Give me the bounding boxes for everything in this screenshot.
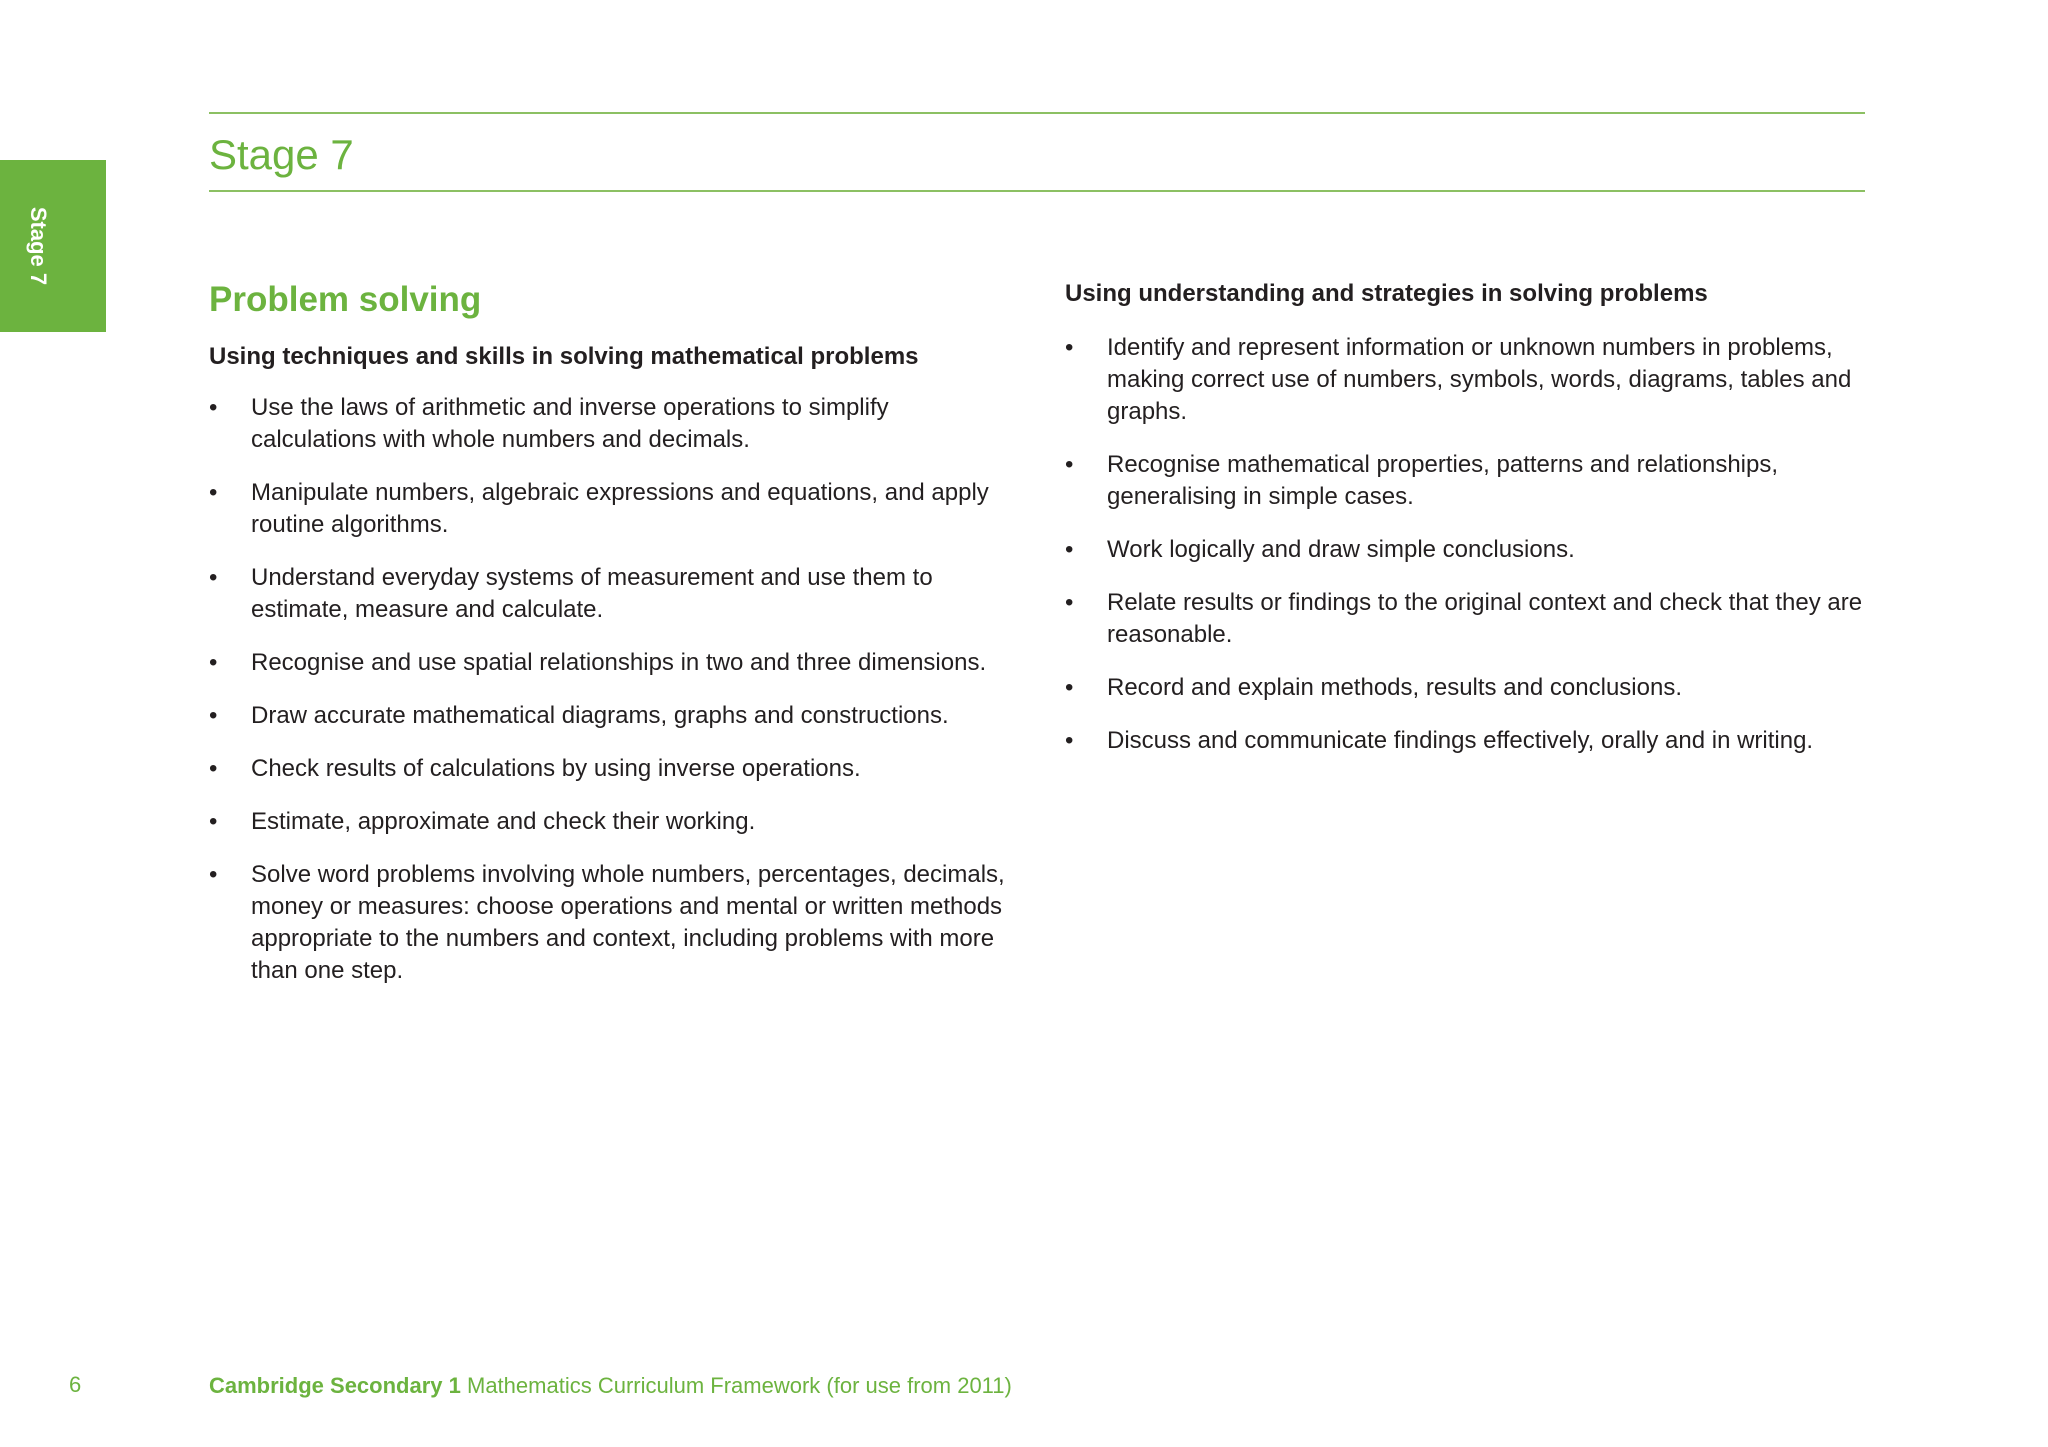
bullet-icon: • bbox=[1065, 451, 1074, 478]
footer-text: Mathematics Curriculum Framework (for use from 2011) bbox=[467, 1373, 1012, 1398]
list-item: • Understand everyday systems of measurement and use them to estimate, measure and calculate. bbox=[209, 564, 933, 623]
bullet-icon: • bbox=[1065, 674, 1074, 701]
bullet-icon: • bbox=[209, 702, 218, 729]
right-bullet-list bbox=[1065, 332, 1865, 778]
section-title: Problem solving bbox=[209, 280, 482, 319]
list-item: • Recognise and use spatial relationships in two and three dimensions. bbox=[209, 647, 1009, 679]
list-item: • Solve word problems involving whole numbers, percentages, decimals, money or measures: choose operations and mental or written methods appropriate to the numbers and context, including problems with more than one step. bbox=[209, 861, 1005, 984]
bullet-icon: • bbox=[1065, 334, 1074, 361]
list-item: • Record and explain methods, results and conclusions. bbox=[1065, 672, 1865, 704]
list-item: • Relate results or findings to the original context and check that they are reasonable. bbox=[1065, 589, 1863, 648]
bullet-icon: • bbox=[209, 564, 218, 591]
bullet-icon: • bbox=[209, 479, 218, 506]
header-top-rule bbox=[209, 112, 1865, 114]
bullet-icon: • bbox=[209, 861, 218, 888]
list-item: • Use the laws of arithmetic and inverse operations to simplify calculations with whole numbers and decimals. bbox=[209, 394, 889, 453]
page-title: Stage 7 bbox=[209, 131, 354, 178]
bullet-icon: • bbox=[209, 755, 218, 782]
bullet-icon: • bbox=[209, 649, 218, 676]
list-item: • Recognise mathematical properties, patterns and relationships, generalising in simple cases. bbox=[1065, 451, 1779, 510]
page-number: 6 bbox=[69, 1372, 82, 1397]
list-item: • Manipulate numbers, algebraic expressions and equations, and apply routine algorithms. bbox=[209, 479, 989, 538]
list-item: • Estimate, approximate and check their working. bbox=[209, 806, 1009, 838]
footer-brand: Cambridge Secondary 1 bbox=[209, 1373, 461, 1398]
list-item: • Check results of calculations by using inverse operations. bbox=[209, 753, 1009, 785]
bullet-icon: • bbox=[209, 808, 218, 835]
left-bullet-list bbox=[209, 392, 1009, 1008]
left-subheading: Using techniques and skills in solving mathematical problems bbox=[209, 343, 919, 370]
bullet-icon: • bbox=[1065, 589, 1074, 616]
list-item: • Draw accurate mathematical diagrams, graphs and constructions. bbox=[209, 700, 1009, 732]
bullet-icon: • bbox=[1065, 536, 1074, 563]
side-tab-label: Stage 7 bbox=[26, 206, 51, 286]
header-bottom-rule bbox=[209, 190, 1865, 192]
list-item: • Discuss and communicate findings effectively, orally and in writing. bbox=[1065, 725, 1865, 757]
footer bbox=[209, 1373, 1012, 1399]
bullet-icon: • bbox=[1065, 727, 1074, 754]
list-item: • Identify and represent information or unknown numbers in problems, making correct use of numbers, symbols, words, diagrams, tables and graphs. bbox=[1065, 334, 1852, 425]
bullet-icon: • bbox=[209, 394, 218, 421]
side-tab bbox=[0, 160, 106, 332]
list-item: • Work logically and draw simple conclusions. bbox=[1065, 534, 1865, 566]
right-subheading: Using understanding and strategies in solving problems bbox=[1065, 280, 1708, 307]
